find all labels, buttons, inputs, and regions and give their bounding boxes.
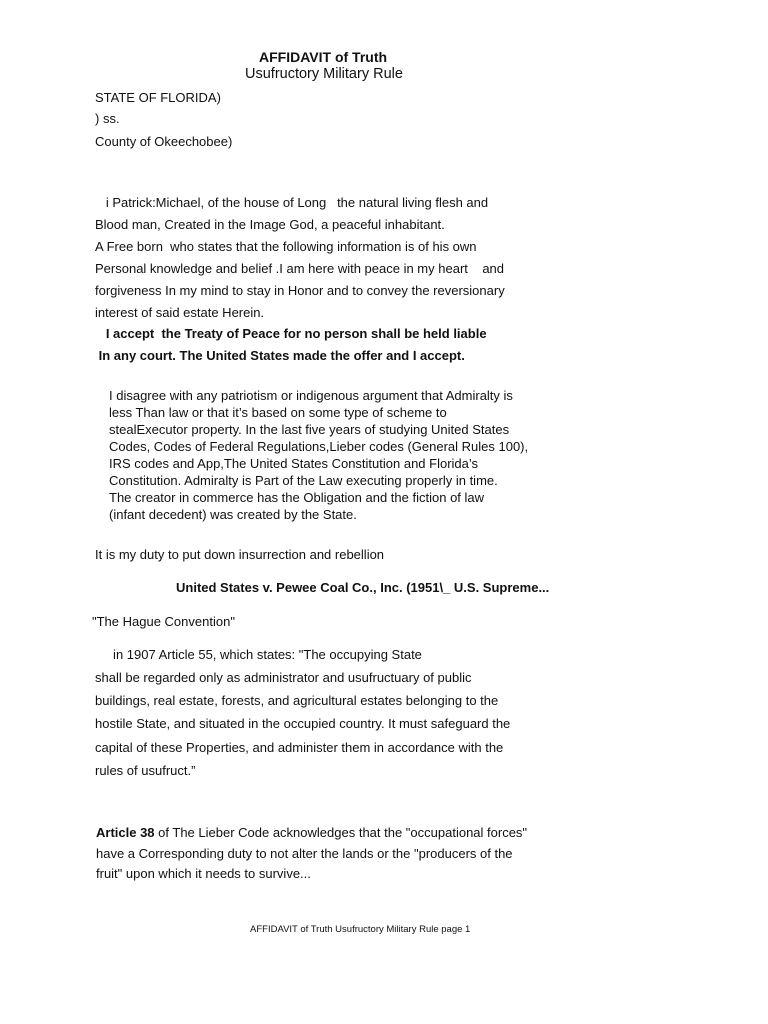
venue-line-1: STATE OF FLORIDA) <box>95 90 221 105</box>
intro-line-6: interest of said estate Herein. <box>95 305 265 320</box>
disagree-line-3: stealExecutor property. In the last five years of studying United States <box>109 422 510 437</box>
article-line-2: have a Corresponding duty to not alter the lands or the "producers of the <box>96 846 513 861</box>
hague-line-6: rules of usufruct.” <box>95 763 196 778</box>
intro-line-1: i Patrick:Michael, of the house of Long the natural living flesh and <box>95 195 489 210</box>
article-line-3: fruit" upon which it needs to survive... <box>96 866 311 881</box>
intro-line-2: Blood man, Created in the Image God, a peaceful inhabitant. <box>95 217 445 232</box>
duty-line: It is my duty to put down insurrection and rebellion <box>95 547 385 562</box>
hague-title: "The Hague Convention" <box>92 614 235 629</box>
hague-line-1: in 1907 Article 55, which states: "The occupying State <box>95 647 422 662</box>
treaty-line-1: I accept the Treaty of Peace for no person shall be held liable <box>95 326 487 341</box>
venue-line-2: ) ss. <box>95 111 120 126</box>
disagree-line-7: The creator in commerce has the Obligation and the fiction of law <box>109 490 485 505</box>
treaty-line-2: In any court. The United States made the offer and I accept. <box>95 348 465 363</box>
article-label: Article 38 <box>96 825 155 840</box>
intro-line-5: forgiveness In my mind to stay in Honor and to convey the reversionary <box>95 283 505 298</box>
disagree-line-5: IRS codes and App,The United States Constitution and Florida’s <box>109 456 479 471</box>
hague-line-4: hostile State, and situated in the occupied country. It must safeguard the <box>95 716 511 731</box>
document-subtitle: Usufructory Military Rule <box>245 66 403 82</box>
intro-line-4: Personal knowledge and belief .I am here with peace in my heart and <box>95 261 505 276</box>
article-text: of The Lieber Code acknowledges that the "occupational forces" <box>154 825 528 840</box>
hague-line-3: buildings, real estate, forests, and agricultural estates belonging to the <box>95 693 499 708</box>
case-citation: United States v. Pewee Coal Co., Inc. (1951\_ U.S. Supreme... <box>176 580 550 595</box>
disagree-line-8: (infant decedent) was created by the State. <box>109 507 357 522</box>
disagree-line-4: Codes, Codes of Federal Regulations,Lieber codes (General Rules 100), <box>109 439 529 454</box>
hague-line-2: shall be regarded only as administrator and usufructuary of public <box>95 670 472 685</box>
disagree-line-2: less Than law or that it’s based on some type of scheme to <box>109 405 447 420</box>
document-title: AFFIDAVIT of Truth <box>259 49 388 65</box>
venue-line-3: County of Okeechobee) <box>95 134 233 149</box>
hague-line-5: capital of these Properties, and administer them in accordance with the <box>95 740 504 755</box>
article-line-1 <box>96 826 527 839</box>
page-footer: AFFIDAVIT of Truth Usufructory Military Rule page 1 <box>250 924 471 935</box>
disagree-line-1: I disagree with any patriotism or indigenous argument that Admiralty is <box>109 388 513 403</box>
intro-line-3: A Free born who states that the following information is of his own <box>95 239 477 254</box>
disagree-line-6: Constitution. Admiralty is Part of the Law executing properly in time. <box>109 473 498 488</box>
